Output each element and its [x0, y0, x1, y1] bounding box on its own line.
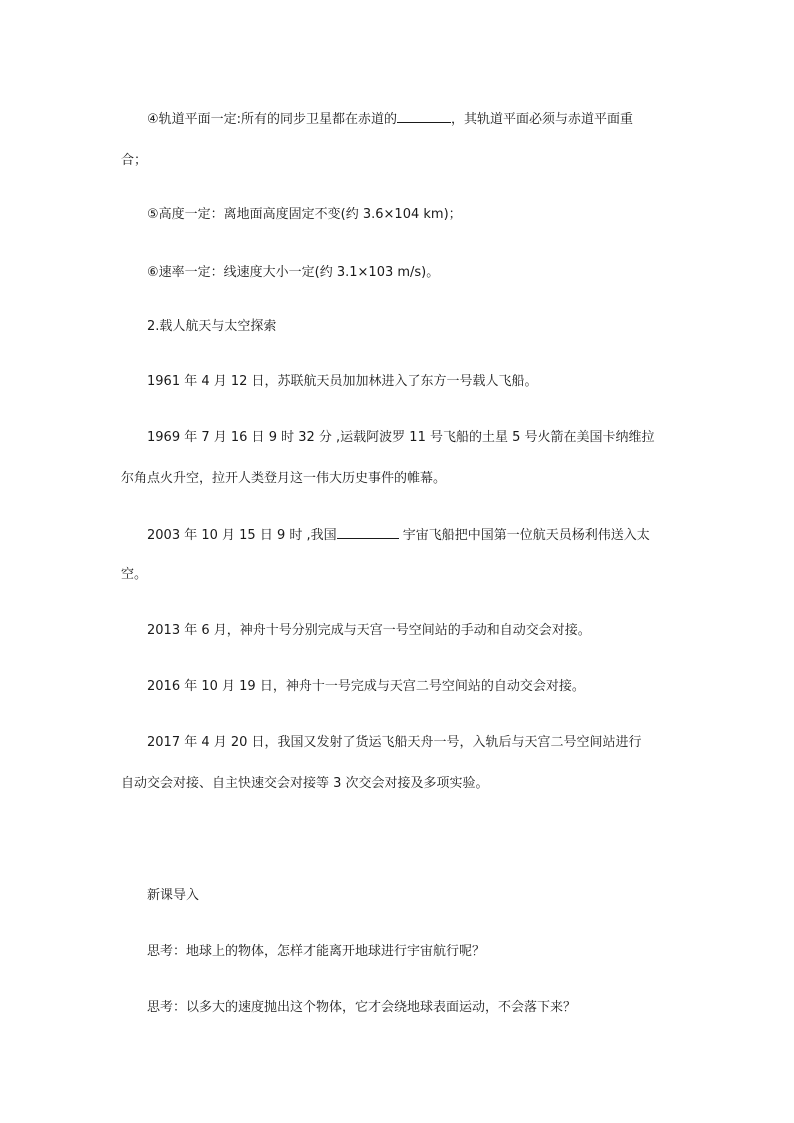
event-2017-line2: 自动交会对接、自主快速交会对接等 3 次交会对接及多项实验。	[121, 776, 489, 791]
orbit-plane-continuation: 合；	[121, 153, 148, 168]
intro-question-1: 思考：地球上的物体，怎样才能离开地球进行宇宙航行呢？	[147, 944, 486, 959]
event-2003-continuation: 空。	[121, 567, 148, 582]
event-1969-line2: 尔角点火升空，拉开人类登月这一伟大历史事件的帷幕。	[121, 471, 447, 486]
height-item: ⑤高度一定：离地面高度固定不变(约 3.6×104 km)；	[147, 207, 462, 222]
event-2003-text-after: 宇宙飞船把中国第一位航天员杨利伟送入太	[402, 528, 650, 543]
speed-item: ⑥速率一定：线速度大小一定(约 3.1×103 m/s)。	[147, 265, 440, 280]
event-2016: 2016 年 10 月 19 日，神舟十一号完成与天宫二号空间站的自动交会对接。	[147, 679, 585, 694]
event-1961: 1961 年 4 月 12 日，苏联航天员加加林进入了东方一号载人飞船。	[147, 374, 538, 389]
orbit-plane-text-after: ，其轨道平面必须与赤道平面重	[451, 112, 634, 127]
event-2003-line	[147, 525, 650, 545]
event-1969-line1: 1969 年 7 月 16 日 9 时 32 分 ,运载阿波罗 11 号飞船的土星 5 号火箭在美国卡纳维拉	[147, 430, 655, 445]
orbit-plane-line	[147, 109, 633, 129]
fill-blank	[397, 109, 451, 123]
fill-blank	[337, 525, 399, 539]
orbit-plane-text: ④轨道平面一定:所有的同步卫星都在赤道的	[147, 112, 398, 127]
event-2003-text: 2003 年 10 月 15 日 9 时 ,我国	[147, 528, 337, 543]
intro-title: 新课导入	[147, 888, 200, 903]
section-title: 2.载人航天与太空探索	[147, 319, 277, 334]
intro-question-2: 思考：以多大的速度抛出这个物体，它才会绕地球表面运动，不会落下来？	[147, 1000, 577, 1015]
event-2017-line1: 2017 年 4 月 20 日，我国又发射了货运飞船天舟一号，入轨后与天宫二号空间站进行	[147, 735, 642, 750]
event-2013: 2013 年 6 月，神舟十号分别完成与天宫一号空间站的手动和自动交会对接。	[147, 623, 591, 638]
